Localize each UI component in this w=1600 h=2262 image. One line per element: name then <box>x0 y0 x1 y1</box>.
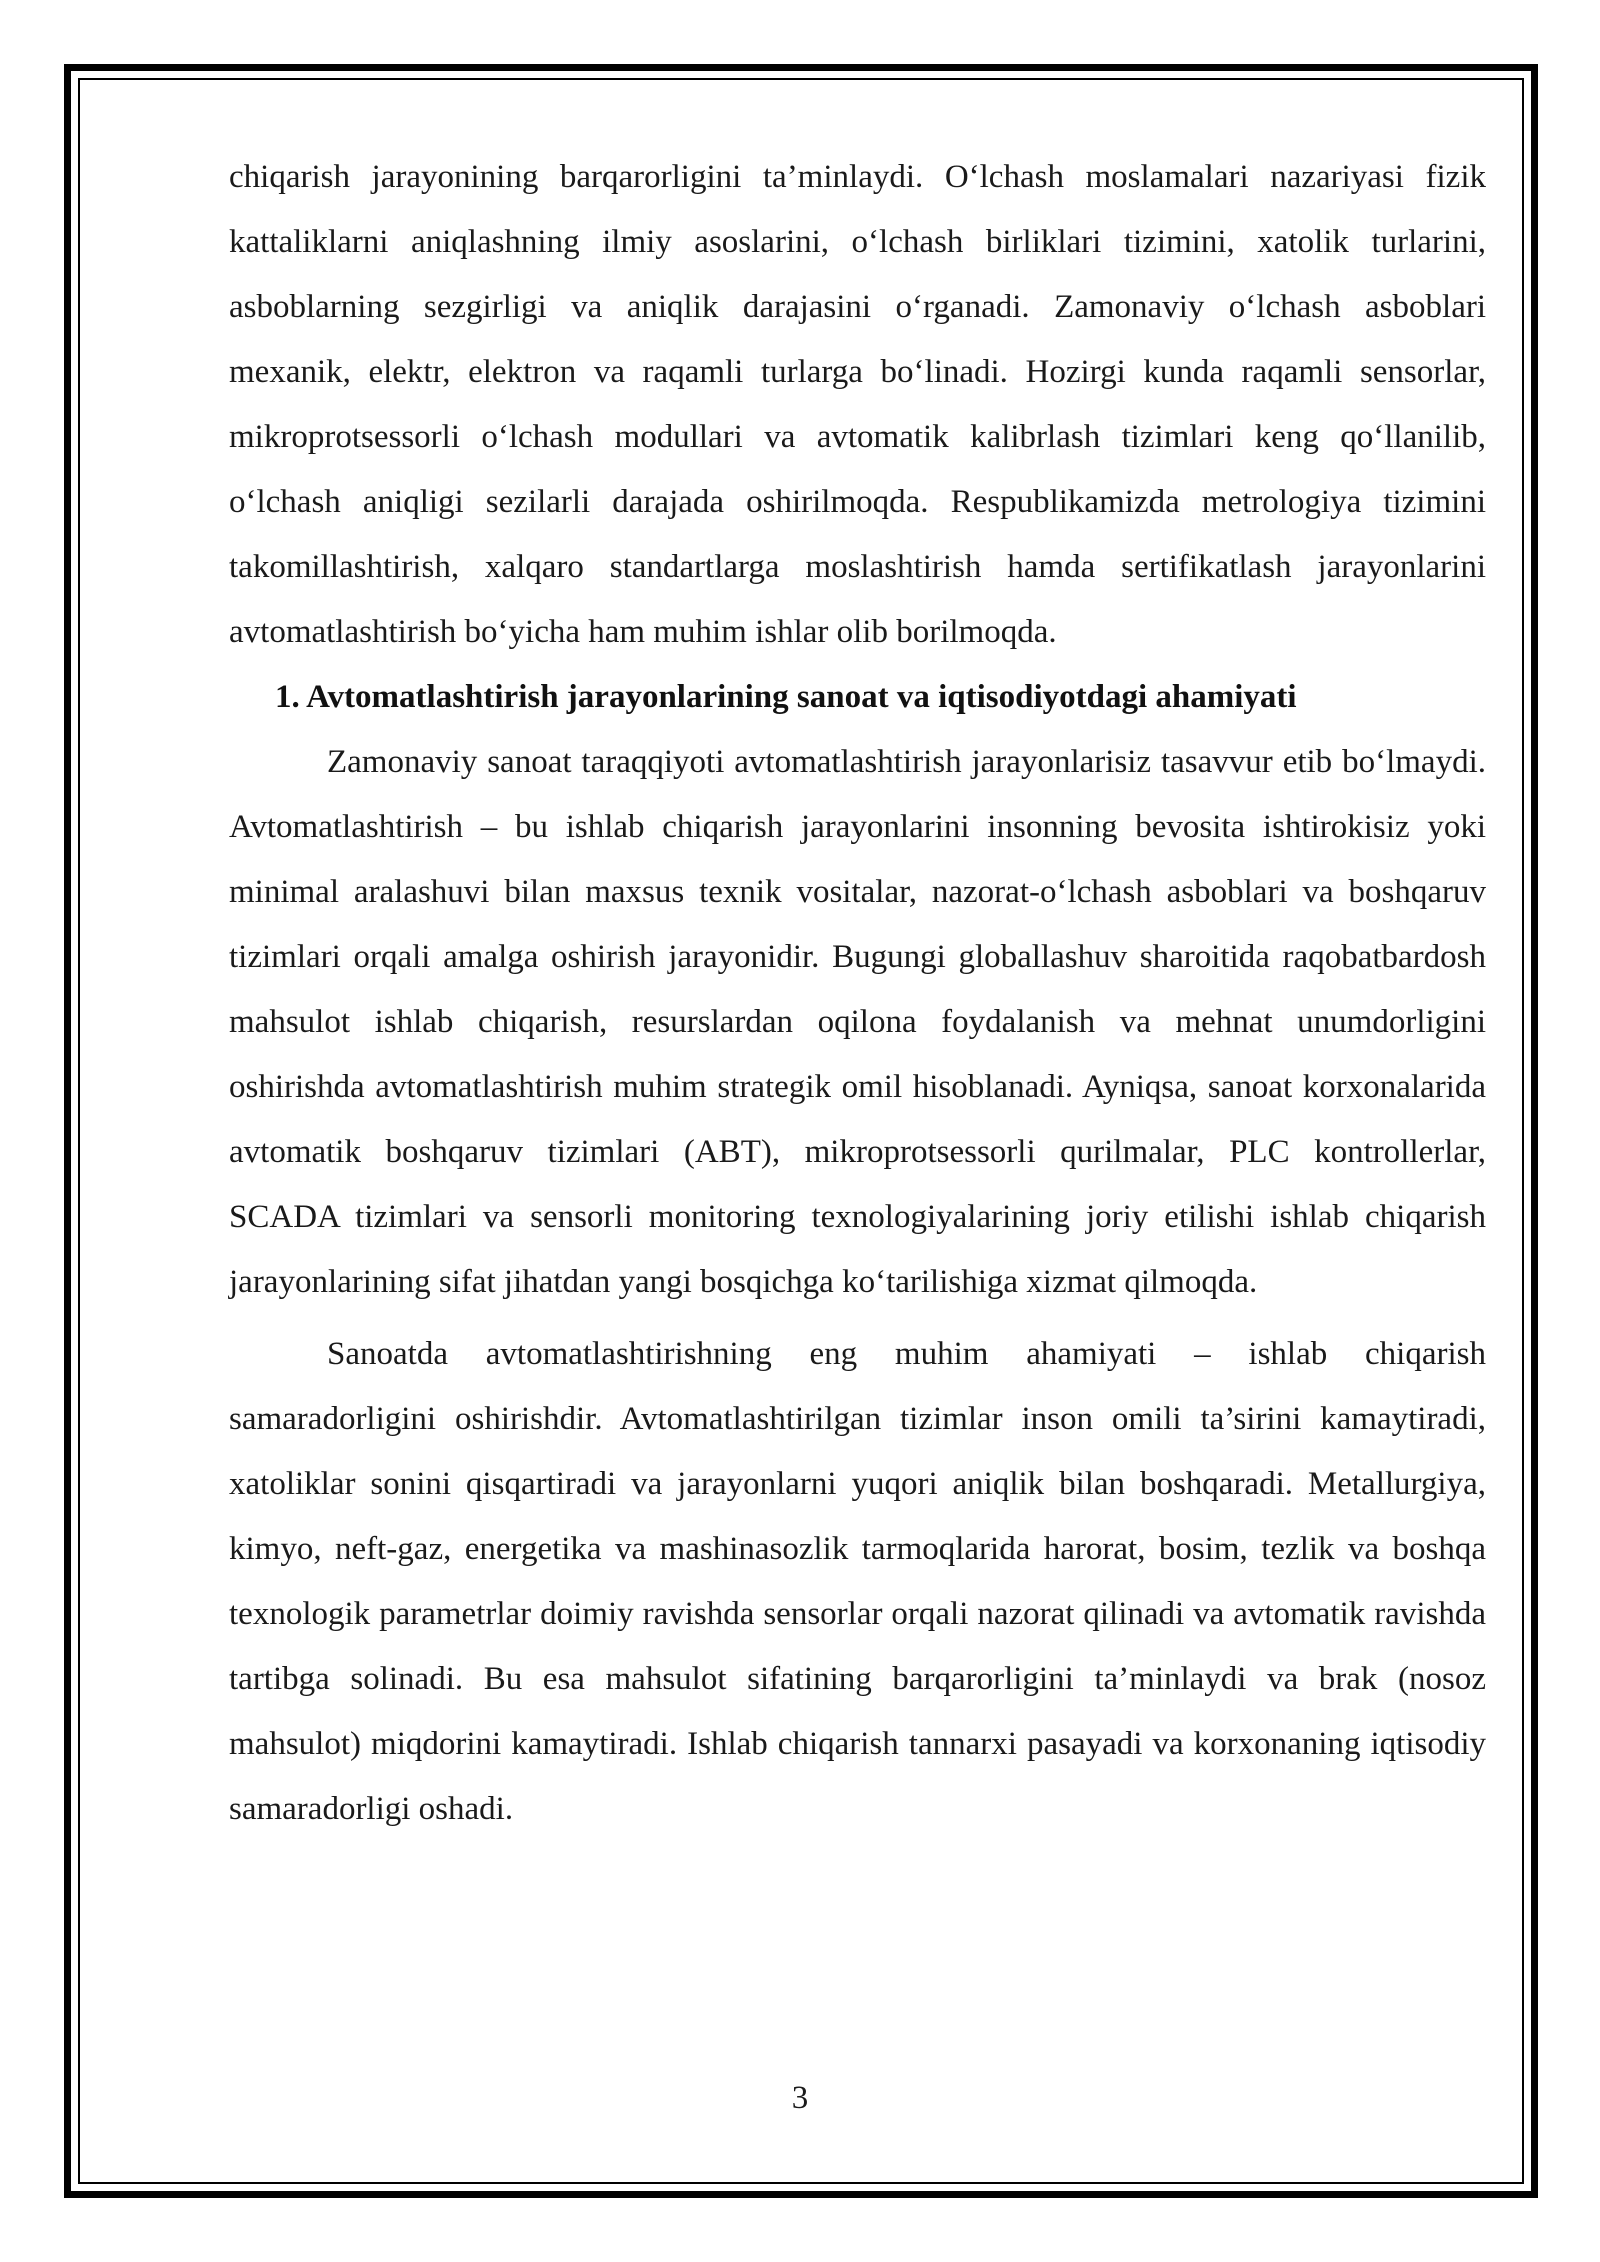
paragraph-intro: Zamonaviy sanoat taraqqiyoti avtomatlashtirish jarayonlarisiz tasavvur etib bo‘lmaydi. Avtomatlashtirish – bu ishlab chiqarish jarayonlarini insonning bevosita ishtirokisiz yoki minimal aralashuvi bilan maxsus texnik vositalar, nazorat-o‘lchash asboblari va boshqaruv tizimlari orqali amalga oshirish jarayonidir. Bugungi globallashuv sharoitida raqobatbardosh mahsulot ishlab chiqarish, resurslardan oqilona foydalanish va mehnat unumdorligini oshirishda avtomatlashtirish muhim strategik omil hisoblanadi. Ayniqsa, sanoat korxonalarida avtomatik boshqaruv tizimlari (ABT), mikroprotsessorli qurilmalar, PLC kontrollerlar, SCADA tizimlari va sensorli monitoring texnologiyalarining joriy etilishi ishlab chiqarish jarayonlarining sifat jihatdan yangi bosqichga ko‘tarilishiga xizmat qilmoqda. <box>229 744 1486 1300</box>
section-heading: 1. Avtomatlashtirish jarayonlarining sanoat va iqtisodiyotdagi ahamiyati <box>275 679 1297 715</box>
page-number: 3 <box>791 2080 809 2116</box>
paragraph-importance: Sanoatda avtomatlashtirishning eng muhim ahamiyati – ishlab chiqarish samaradorligini oshirishdir. Avtomatlashtirilgan tizimlar inson omili ta’sirini kamaytiradi, xatoliklar sonini qisqartiradi va jarayonlarni yuqori aniqlik bilan boshqaradi. Metallurgiya, kimyo, neft-gaz, energetika va mashinasozlik tarmoqlarida harorat, bosim, tezlik va boshqa texnologik parametrlar doimiy ravishda sensorlar orqali nazorat qilinadi va avtomatik ravishda tartibga solinadi. Bu esa mahsulot sifatining barqarorligini ta’minlaydi va brak (nosoz mahsulot) miqdorini kamaytiradi. Ishlab chiqarish tannarxi pasayadi va korxonaning iqtisodiy samaradorligi oshadi. <box>229 1336 1486 1827</box>
document-body <box>229 145 1486 1842</box>
paragraph-continuation: chiqarish jarayonining barqarorligini ta’minlaydi. O‘lchash moslamalari nazariyasi fizik kattaliklarni aniqlashning ilmiy asoslarini, o‘lchash birliklari tizimini, xatolik turlarini, asboblarning sezgirligi va aniqlik darajasini o‘rganadi. Zamonaviy o‘lchash asboblari mexanik, elektr, elektron va raqamli turlarga bo‘linadi. Hozirgi kunda raqamli sensorlar, mikroprotsessorli o‘lchash modullari va avtomatik kalibrlash tizimlari keng qo‘llanilib, o‘lchash aniqligi sezilarli darajada oshirilmoqda. Respublikamizda metrologiya tizimini takomillashtirish, xalqaro standartlarga moslashtirish hamda sertifikatlash jarayonlarini avtomatlashtirish bo‘yicha ham muhim ishlar olib borilmoqda. <box>229 159 1486 650</box>
